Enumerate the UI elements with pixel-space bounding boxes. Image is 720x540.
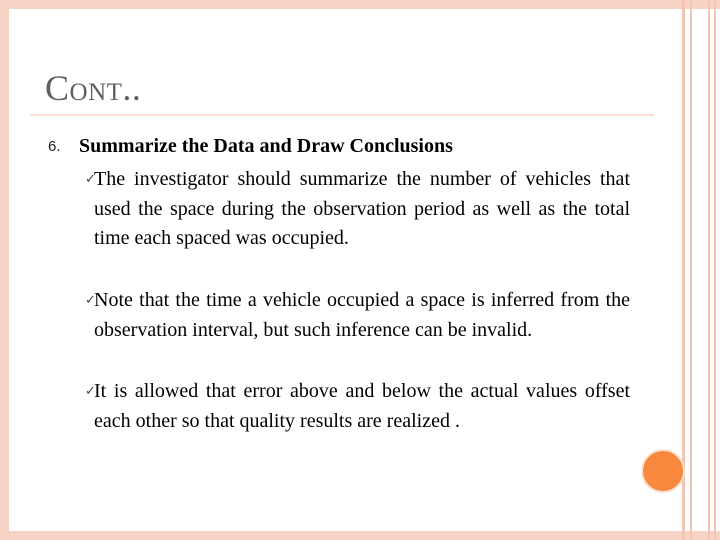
bullet-text: The investigator should summarize the number of vehicles that used the space during the observation period as well as the total time each spaced was occupied. xyxy=(94,168,630,250)
right-frame-line xyxy=(690,0,692,540)
right-frame-line xyxy=(708,0,710,540)
checkmark-icon: ✓ xyxy=(85,384,96,399)
decorative-circle xyxy=(641,449,685,493)
item-number: 6. xyxy=(48,138,61,155)
left-frame-border xyxy=(0,0,9,540)
bullet-text: Note that the time a vehicle occupied a space is inferred from the observation interval, but such inference can be invalid. xyxy=(94,289,630,341)
checkmark-icon: ✓ xyxy=(85,172,96,187)
right-frame-line xyxy=(714,0,716,540)
title-divider xyxy=(30,114,654,116)
right-frame-bar xyxy=(682,0,685,540)
slide-title: Cont.. xyxy=(45,68,142,108)
top-frame-border xyxy=(0,0,720,9)
bullet-text: It is allowed that error above and below the actual values offset each other so that quality results are realized . xyxy=(94,380,630,432)
bottom-frame-border xyxy=(0,531,720,540)
section-heading: Summarize the Data and Draw Conclusions xyxy=(79,135,453,157)
checkmark-icon: ✓ xyxy=(85,293,96,308)
